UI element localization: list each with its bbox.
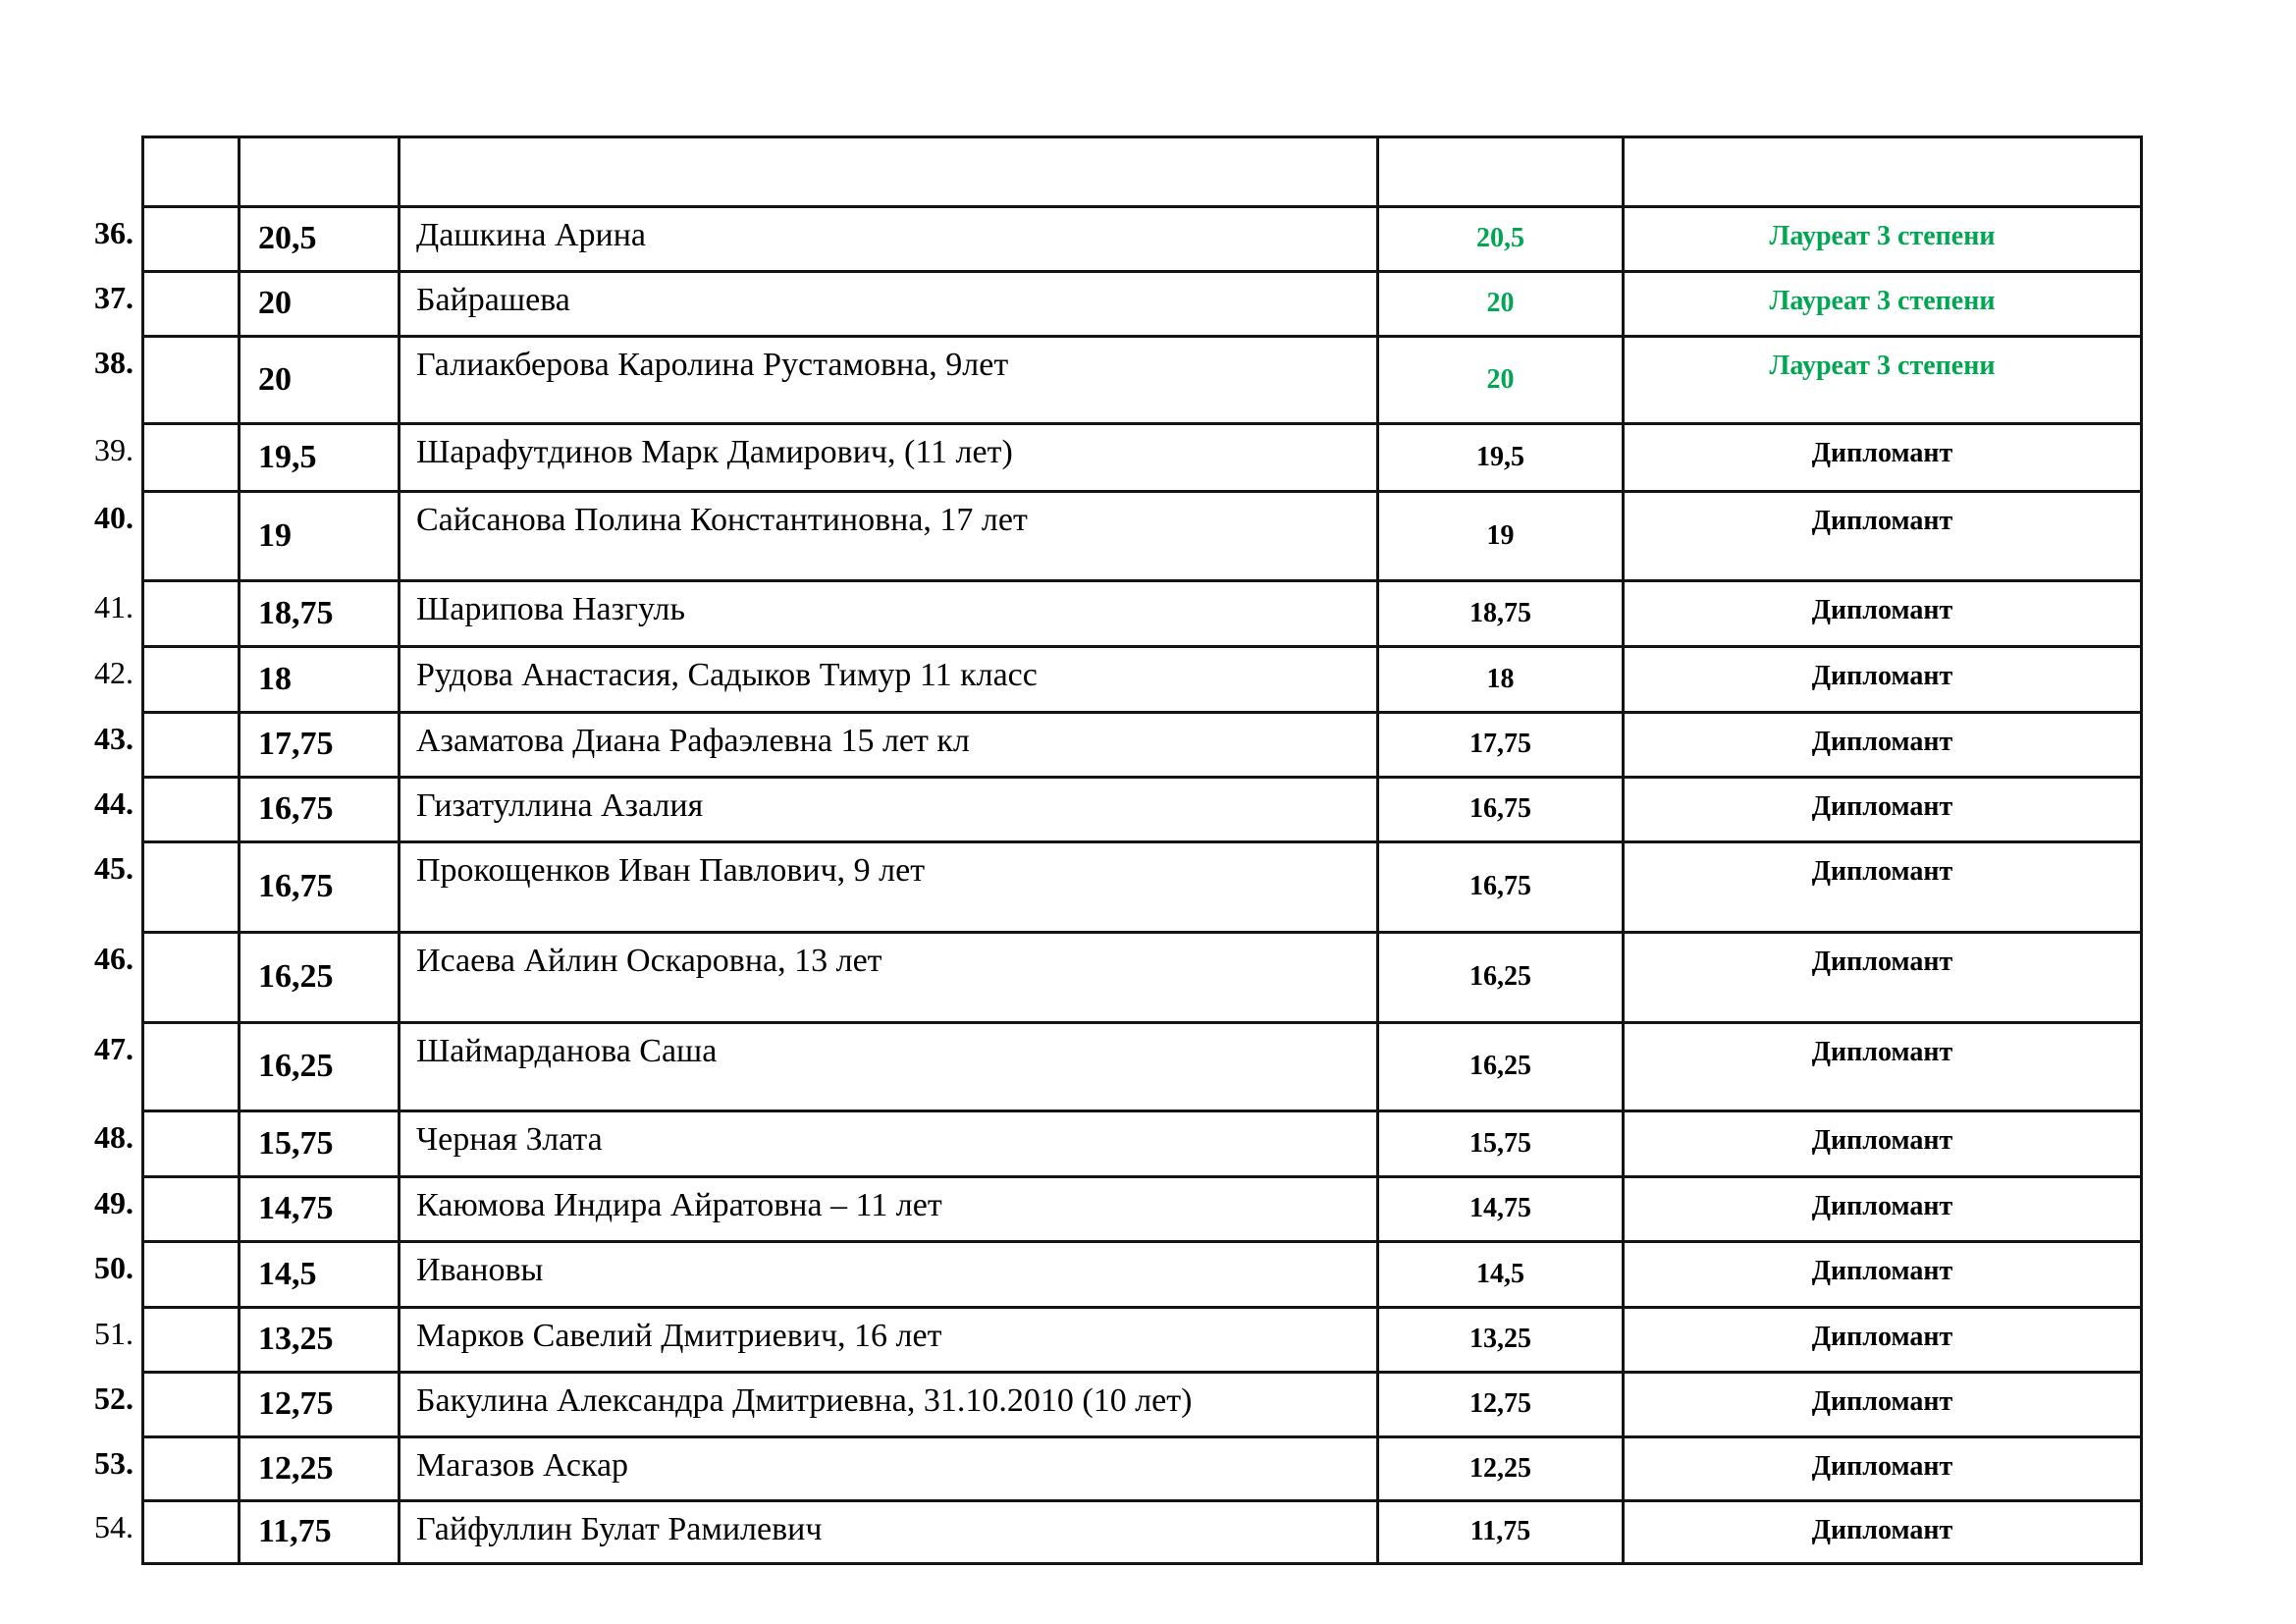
score-confirm-cell-text: 17,75 [1469,729,1531,760]
row-number [39,493,141,582]
table-row [39,1178,2143,1243]
award-cell-text: Дипломант [1811,1037,1953,1067]
score-confirm-cell [1379,208,1625,273]
blank-cell [141,779,240,843]
blank-cell [141,338,240,425]
row-number-text: 43. [94,721,133,756]
award-cell [1625,648,2143,714]
score-confirm-cell-text: 19,5 [1476,441,1524,472]
table-row [39,493,2143,582]
score-cell [240,273,400,338]
score-cell-text: 12,75 [258,1385,334,1423]
blank-cell [141,1243,240,1309]
award-cell [1625,1243,2143,1309]
award-cell [1625,493,2143,582]
score-confirm-cell-text: 16,25 [1469,961,1531,993]
row-number-text: 39. [94,432,133,467]
score-cell-text: 16,25 [258,958,334,996]
score-confirm-cell [1379,1438,1625,1502]
row-number-text: 50. [94,1250,133,1285]
table-row [39,1438,2143,1502]
row-number [39,1112,141,1178]
row-number [39,714,141,779]
blank-cell [141,648,240,714]
score-confirm-cell [1379,1243,1625,1309]
row-number-text: 42. [94,655,133,690]
award-cell [1625,1438,2143,1502]
blank-cell [141,1438,240,1502]
award-cell [1625,338,2143,425]
score-confirm-cell [1379,582,1625,648]
name-cell [400,1309,1379,1374]
row-number-text: 52. [94,1380,133,1416]
row-number [39,934,141,1024]
score-cell-text: 18,75 [258,594,334,631]
name-cell [400,1024,1379,1112]
name-cell-text: Гайфуллин Булат Рамилевич [416,1511,823,1547]
score-cell [240,582,400,648]
score-confirm-cell-text: 15,75 [1469,1127,1531,1159]
award-cell [1625,273,2143,338]
score-confirm-cell-text: 20 [1486,288,1515,319]
score-cell-text: 20 [258,285,292,322]
row-number [39,1502,141,1565]
award-cell [1625,425,2143,493]
score-cell [240,1438,400,1502]
score-cell [240,1024,400,1112]
blank-cell [141,273,240,338]
name-cell-text: Сайсанова Полина Константиновна, 17 лет [416,502,1028,538]
score-cell-text: 13,25 [258,1321,334,1358]
award-cell-text: Дипломант [1811,1125,1953,1156]
score-cell-text: 16,75 [258,868,334,905]
name-cell [400,1502,1379,1565]
name-cell [400,1374,1379,1438]
table-row [39,1024,2143,1112]
score-cell [240,843,400,934]
award-cell-text: Лауреат 3 степени [1769,351,1996,381]
table-row [39,338,2143,425]
row-number-text: 40. [94,500,133,535]
name-cell-text: Каюмова Индира Айратовна – 11 лет [416,1187,942,1223]
score-confirm-cell [1379,273,1625,338]
row-number [39,582,141,648]
table-row [39,1502,2143,1565]
score-confirm-cell [1379,1309,1625,1374]
header-gutter [39,135,141,208]
score-cell [240,493,400,582]
row-number-text: 53. [94,1445,133,1481]
score-cell-text: 19 [258,516,292,554]
score-confirm-cell [1379,1502,1625,1565]
blank-cell [141,493,240,582]
award-cell-text: Дипломант [1811,595,1953,625]
results-table-body [39,135,2143,1565]
blank-cell [141,1024,240,1112]
row-number [39,425,141,493]
score-confirm-cell-text: 18 [1486,663,1515,694]
score-cell [240,934,400,1024]
row-number-text: 47. [94,1031,133,1066]
award-cell-text: Дипломант [1811,1515,1953,1545]
score-confirm-cell-text: 19 [1486,519,1515,551]
score-cell [240,648,400,714]
name-cell-text: Галиакберова Каролина Рустамовна, 9лет [416,347,1009,383]
score-confirm-cell-text: 18,75 [1469,597,1531,628]
name-cell [400,208,1379,273]
score-cell-text: 12,25 [258,1449,334,1487]
row-number [39,1024,141,1112]
award-cell [1625,1502,2143,1565]
score-cell-text: 20 [258,360,292,398]
score-confirm-cell [1379,934,1625,1024]
award-cell [1625,779,2143,843]
score-confirm-cell [1379,714,1625,779]
name-cell [400,779,1379,843]
row-number-text: 44. [94,785,133,821]
row-number-text: 36. [94,215,133,250]
name-cell [400,338,1379,425]
score-confirm-cell [1379,779,1625,843]
score-confirm-cell-text: 14,75 [1469,1193,1531,1224]
score-cell [240,208,400,273]
row-number [39,1178,141,1243]
score-confirm-cell-text: 20 [1486,363,1515,395]
row-number-text: 51. [94,1316,133,1351]
name-cell-text: Бакулина Александра Дмитриевна, 31.10.2010 (10 лет) [416,1382,1193,1419]
name-cell-text: Шарафутдинов Марк Дамирович, (11 лет) [416,434,1013,470]
score-confirm-cell-text: 12,25 [1469,1452,1531,1484]
row-number [39,843,141,934]
score-confirm-cell-text: 14,5 [1476,1258,1524,1289]
award-cell [1625,582,2143,648]
award-cell [1625,714,2143,779]
score-cell [240,714,400,779]
score-confirm-cell [1379,1178,1625,1243]
award-cell [1625,1309,2143,1374]
row-number-text: 46. [94,941,133,976]
score-cell-text: 11,75 [258,1513,332,1550]
name-cell-text: Исаева Айлин Оскаровна, 13 лет [416,943,882,979]
blank-cell [141,1112,240,1178]
row-number-text: 48. [94,1119,133,1155]
score-cell [240,1243,400,1309]
award-cell-text: Дипломант [1811,438,1953,468]
score-confirm-cell-text: 12,75 [1469,1388,1531,1420]
name-cell [400,843,1379,934]
award-cell-text: Дипломант [1811,1322,1953,1352]
name-cell-text: Азаматова Диана Рафаэлевна 15 лет кл [416,723,970,759]
name-cell [400,1243,1379,1309]
name-cell-text: Черная Злата [416,1121,603,1158]
blank-cell [141,714,240,779]
row-number-text: 37. [94,280,133,315]
header-cell [1625,135,2143,208]
award-cell [1625,934,2143,1024]
award-cell-text: Дипломант [1811,791,1953,822]
score-confirm-cell [1379,1374,1625,1438]
table-row [39,934,2143,1024]
table-row [39,843,2143,934]
award-cell [1625,1178,2143,1243]
award-cell-text: Дипломант [1811,1386,1953,1417]
name-cell-text: Магазов Аскар [416,1447,629,1484]
name-cell [400,934,1379,1024]
score-confirm-cell [1379,425,1625,493]
award-cell-text: Дипломант [1811,1191,1953,1221]
row-number [39,208,141,273]
row-number [39,648,141,714]
award-cell-text: Дипломант [1811,1256,1953,1286]
score-cell-text: 15,75 [258,1124,334,1162]
table-row [39,714,2143,779]
table-row [39,425,2143,493]
award-cell-text: Лауреат 3 степени [1769,221,1996,251]
name-cell [400,1438,1379,1502]
header-cell [400,135,1379,208]
row-number [39,779,141,843]
score-cell-text: 20,5 [258,220,317,257]
name-cell [400,273,1379,338]
score-cell [240,338,400,425]
name-cell-text: Шаймарданова Саша [416,1033,718,1069]
score-cell-text: 16,75 [258,790,334,828]
table-header-row [39,135,2143,208]
score-cell [240,1112,400,1178]
award-cell [1625,1374,2143,1438]
score-confirm-cell-text: 16,75 [1469,871,1531,902]
row-number-text: 54. [94,1509,133,1544]
score-confirm-cell-text: 13,25 [1469,1324,1531,1355]
table-row [39,208,2143,273]
table-row [39,779,2143,843]
table-row [39,273,2143,338]
results-table [39,135,2143,1565]
row-number-text: 49. [94,1185,133,1220]
award-cell [1625,1024,2143,1112]
award-cell-text: Дипломант [1811,506,1953,536]
name-cell-text: Прокощенков Иван Павлович, 9 лет [416,852,926,889]
score-confirm-cell [1379,648,1625,714]
score-cell [240,779,400,843]
award-cell [1625,208,2143,273]
score-cell [240,1502,400,1565]
name-cell-text: Ивановы [416,1252,544,1288]
blank-cell [141,843,240,934]
score-confirm-cell [1379,843,1625,934]
award-cell-text: Дипломант [1811,661,1953,691]
blank-cell [141,208,240,273]
table-row [39,648,2143,714]
score-confirm-cell-text: 16,25 [1469,1051,1531,1082]
name-cell [400,1178,1379,1243]
name-cell-text: Байрашева [416,282,570,318]
score-confirm-cell-text: 11,75 [1469,1516,1531,1547]
row-number [39,1243,141,1309]
score-cell-text: 14,75 [258,1190,334,1227]
score-confirm-cell [1379,338,1625,425]
score-cell-text: 17,75 [258,726,334,763]
score-cell-text: 14,5 [258,1255,317,1292]
row-number-text: 41. [94,589,133,624]
award-cell-text: Дипломант [1811,947,1953,977]
score-cell-text: 19,5 [258,438,317,475]
award-cell-text: Лауреат 3 степени [1769,286,1996,316]
name-cell [400,493,1379,582]
award-cell-text: Дипломант [1811,1451,1953,1482]
name-cell [400,648,1379,714]
blank-cell [141,582,240,648]
table-row [39,1374,2143,1438]
blank-cell [141,1178,240,1243]
score-cell [240,425,400,493]
row-number-text: 38. [94,345,133,380]
table-row [39,582,2143,648]
blank-cell [141,934,240,1024]
score-confirm-cell-text: 20,5 [1476,223,1524,254]
award-cell-text: Дипломант [1811,856,1953,887]
score-cell [240,1309,400,1374]
name-cell-text: Марков Савелий Дмитриевич, 16 лет [416,1318,942,1354]
score-confirm-cell-text: 16,75 [1469,793,1531,825]
name-cell-text: Рудова Анастасия, Садыков Тимур 11 класс [416,657,1038,693]
score-cell [240,1374,400,1438]
header-cell [141,135,240,208]
name-cell-text: Дашкина Арина [416,217,646,253]
blank-cell [141,1374,240,1438]
name-cell [400,714,1379,779]
score-confirm-cell [1379,1112,1625,1178]
award-cell [1625,843,2143,934]
blank-cell [141,1309,240,1374]
table-row [39,1309,2143,1374]
name-cell-text: Шарипова Назгуль [416,591,685,627]
score-cell-text: 18 [258,660,292,697]
table-row [39,1112,2143,1178]
award-cell [1625,1112,2143,1178]
blank-cell [141,1502,240,1565]
table-row [39,1243,2143,1309]
header-cell [240,135,400,208]
row-number [39,273,141,338]
score-confirm-cell [1379,493,1625,582]
name-cell [400,582,1379,648]
score-confirm-cell [1379,1024,1625,1112]
row-number-text: 45. [94,850,133,886]
header-cell [1379,135,1625,208]
row-number [39,1438,141,1502]
score-cell [240,1178,400,1243]
row-number [39,338,141,425]
name-cell [400,1112,1379,1178]
score-cell-text: 16,25 [258,1048,334,1085]
award-cell-text: Дипломант [1811,727,1953,757]
name-cell-text: Гизатуллина Азалия [416,787,704,824]
row-number [39,1374,141,1438]
name-cell [400,425,1379,493]
blank-cell [141,425,240,493]
row-number [39,1309,141,1374]
